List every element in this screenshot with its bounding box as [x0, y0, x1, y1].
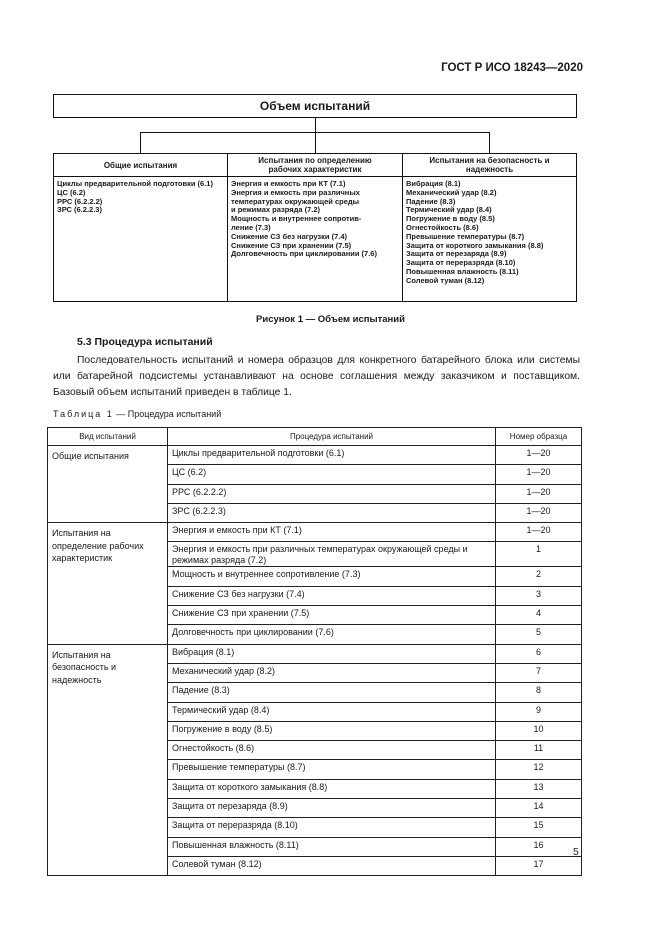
- page-number: 5: [573, 846, 579, 858]
- section-paragraph: [53, 353, 580, 400]
- procedure-cell: Долговечность при циклировании (7.6): [168, 625, 496, 644]
- figure-item: Циклы предварительной подготовки (6.1): [57, 179, 213, 188]
- procedure-cell: Энергия и емкость при различных температурах окружающей среды и режимах разряда (7.2): [168, 542, 496, 567]
- sample-number-cell: 1—20: [496, 465, 582, 484]
- sample-number-cell: 10: [496, 721, 582, 740]
- figure-item: Защита от переразряда (8.10): [406, 258, 516, 268]
- table-row: [48, 644, 582, 663]
- sample-number-cell: 16: [496, 837, 582, 856]
- sample-number-cell: 11: [496, 741, 582, 760]
- sample-number-cell: 15: [496, 818, 582, 837]
- diagram-root-box: [53, 94, 577, 118]
- procedure-cell: Снижение СЗ при хранении (7.5): [168, 606, 496, 625]
- figure-item: Защита от перезаряда (8.9): [406, 249, 507, 259]
- sample-number-cell: 1—20: [496, 484, 582, 503]
- sample-number-cell: 1: [496, 542, 582, 567]
- table-header-row: [48, 428, 582, 446]
- sample-number-cell: 1—20: [496, 523, 582, 542]
- procedure-cell: Превышение температуры (8.7): [168, 760, 496, 779]
- diagram-title: Объем испытаний: [259, 99, 371, 113]
- figure-item: Падение (8.3): [406, 196, 456, 206]
- figure-item: ление (7.3): [231, 222, 271, 232]
- sample-number-cell: 9: [496, 702, 582, 721]
- connector-middle: [315, 132, 316, 154]
- procedure-cell: Солевой туман (8.12): [168, 856, 496, 875]
- connector-right: [489, 132, 490, 154]
- procedure-cell: Защита от перезаряда (8.9): [168, 799, 496, 818]
- sample-number-cell: 1—20: [496, 503, 582, 522]
- sample-number-cell: 6: [496, 644, 582, 663]
- procedure-cell: ЗРС (6.2.2.3): [168, 503, 496, 522]
- procedures-table: [47, 427, 582, 876]
- document-id: ГОСТ Р ИСО 18243—2020: [441, 62, 583, 74]
- diagram-column-heading-performance: [227, 153, 403, 177]
- table-row: [48, 446, 582, 465]
- diagram-column-heading-safety: [402, 153, 577, 177]
- figure-item: Энергия и емкость при различных: [231, 187, 360, 197]
- sample-number-cell: 8: [496, 683, 582, 702]
- figure-item: Защита от короткого замыкания (8.8): [406, 240, 544, 250]
- procedure-cell: Падение (8.3): [168, 683, 496, 702]
- procedure-cell: Вибрация (8.1): [168, 644, 496, 663]
- procedure-cell: Защита от короткого замыкания (8.8): [168, 779, 496, 798]
- table-row: [48, 523, 582, 542]
- test-type-cell: Испытания на определение рабочих характеристик: [48, 523, 168, 644]
- header-test-type: Вид испытаний: [48, 428, 168, 446]
- procedure-cell: Защита от переразряда (8.10): [168, 818, 496, 837]
- paragraph-text: Последовательность испытаний и номера образцов для конкретного батарейного блока или системы или батарейной подсистемы устанавливают на основе соглашения между заказчиком и поставщиком. Базовый объем испытаний приведен в таблице 1.: [53, 355, 580, 398]
- figure-item: Энергия и емкость при КТ (7.1): [231, 179, 346, 188]
- figure-item: ЗРС (6.2.2.3): [57, 205, 102, 215]
- procedure-cell: Термический удар (8.4): [168, 702, 496, 721]
- figure-item: Вибрация (8.1): [406, 179, 461, 188]
- header-procedure: Процедура испытаний: [168, 428, 496, 446]
- connector-vertical-root: [315, 118, 316, 133]
- sample-number-cell: 17: [496, 856, 582, 875]
- figure-item: Солевой туман (8.12): [406, 275, 485, 285]
- sample-number-cell: 5: [496, 625, 582, 644]
- sample-number-cell: 4: [496, 606, 582, 625]
- figure-item: Снижение СЗ при хранении (7.5): [231, 240, 352, 250]
- procedure-cell: Погружение в воду (8.5): [168, 721, 496, 740]
- diagram-column-heading-general: [53, 153, 228, 177]
- figure-item: Мощность и внутреннее сопротив-: [231, 214, 362, 224]
- test-type-cell: Общие испытания: [48, 446, 168, 523]
- table-caption-text: — Процедура испытаний: [113, 409, 222, 419]
- sample-number-cell: 14: [496, 799, 582, 818]
- figure-item: Термический удар (8.4): [406, 205, 492, 215]
- procedure-cell: Механический удар (8.2): [168, 663, 496, 682]
- figure-item: ЦС (6.2): [57, 187, 86, 197]
- header-sample-number: Номер образца: [496, 428, 582, 446]
- figure-item: Повышенная влажность (8.11): [406, 266, 519, 276]
- diagram-column-body-general: [53, 176, 228, 302]
- procedure-cell: РРС (6.2.2.2): [168, 484, 496, 503]
- heading-safety-text: Испытания на безопасность и надежность: [429, 156, 550, 174]
- section-heading: 5.3 Процедура испытаний: [77, 336, 213, 348]
- procedure-cell: Повышенная влажность (8.11): [168, 837, 496, 856]
- procedure-cell: Энергия и емкость при КТ (7.1): [168, 523, 496, 542]
- figure-item: Огнестойкость (8.6): [406, 222, 479, 232]
- connector-left: [140, 132, 141, 154]
- sample-number-cell: 13: [496, 779, 582, 798]
- heading-general-text: Общие испытания: [103, 160, 178, 170]
- heading-performance-text: Испытания по определению рабочих характеристик: [258, 156, 372, 174]
- figure-item: Долговечность при циклировании (7.6): [231, 249, 377, 259]
- figure-item: Погружение в воду (8.5): [406, 214, 495, 224]
- figure-caption: Рисунок 1 — Объем испытаний: [256, 314, 405, 325]
- procedure-cell: Огнестойкость (8.6): [168, 741, 496, 760]
- diagram-column-body-safety: [402, 176, 577, 302]
- figure-item: температурах окружающей среды: [231, 196, 360, 206]
- sample-number-cell: 3: [496, 586, 582, 605]
- table-caption: [53, 409, 221, 419]
- sample-number-cell: 2: [496, 567, 582, 586]
- sample-number-cell: 1—20: [496, 446, 582, 465]
- test-type-cell: Испытания на безопасность и надежность: [48, 644, 168, 876]
- figure-item: Снижение СЗ без нагрузки (7.4): [231, 231, 348, 241]
- figure-item: РРС (6.2.2.2): [57, 196, 103, 206]
- procedure-cell: Снижение СЗ без нагрузки (7.4): [168, 586, 496, 605]
- procedure-cell: ЦС (6.2): [168, 465, 496, 484]
- sample-number-cell: 7: [496, 663, 582, 682]
- sample-number-cell: 12: [496, 760, 582, 779]
- table-caption-label: Таблица 1: [53, 409, 114, 419]
- procedure-cell: Циклы предварительной подготовки (6.1): [168, 446, 496, 465]
- diagram-column-body-performance: [227, 176, 403, 302]
- procedure-cell: Мощность и внутреннее сопротивление (7.3): [168, 567, 496, 586]
- figure-item: Механический удар (8.2): [406, 187, 497, 197]
- figure-item: Превышение температуры (8.7): [406, 231, 525, 241]
- figure-item: и режимах разряда (7.2): [231, 205, 321, 215]
